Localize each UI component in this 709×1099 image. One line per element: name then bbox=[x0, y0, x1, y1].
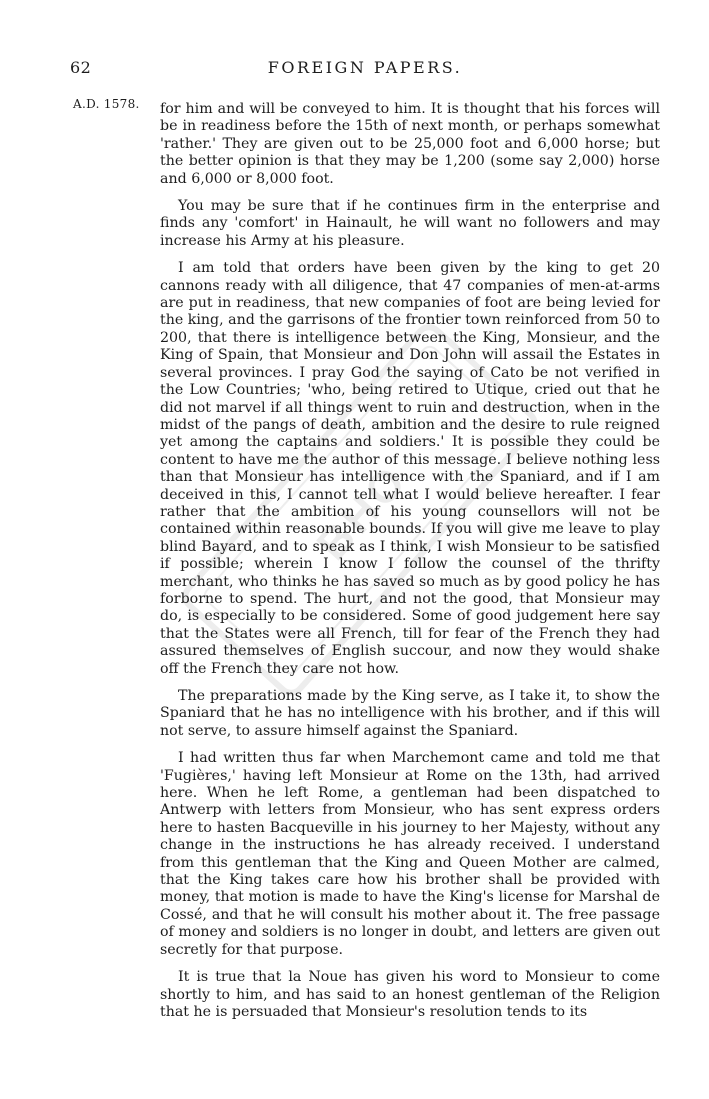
page-number: 62 bbox=[70, 58, 92, 77]
paragraph-4: The preparations made by the King serve, as I take it, to show the Spaniard that he has no intelligence with his brother, and if this will not serve, to assure himself against the Spaniard. bbox=[160, 688, 660, 739]
paragraph-2: You may be sure that if he continues firm in the enterprise and finds any 'comfort' in Hainault, he will want no followers and may increase his Army at his pleasure. bbox=[160, 198, 660, 249]
margin-date: A.D. 1578. bbox=[73, 97, 140, 111]
paragraph-6: It is true that la Noue has given his word to Monsieur to come shortly to him, and has said to an honest gentleman of the Religion that he is persuaded that Monsieur's resolution tends to its bbox=[160, 969, 660, 1020]
paragraph-1: for him and will be conveyed to him. It is thought that his forces will be in readiness before the 15th of next month, or perhaps somewhat 'rather.' They are given out to be 25,000 foot and 6,000 horse; but the better opinion is that they may be 1,200 (some say 2,000) horse and 6,000 or 8,000 foot. bbox=[160, 101, 660, 187]
paragraph-3: I am told that orders have been given by the king to get 20 cannons ready with all diligence, that 47 companies of men-at-arms are put in readiness, that new companies of foot are being levied for the king, and the garrisons of the frontier town reinforced from 50 to 200, that there is intelligence between the King, Monsieur, and the King of Spain, that Monsieur and Don John will assail the Estates in several provinces. I pray God the saying of Cato be not verified in the Low Countries; 'who, being retired to Utique, cried out that he did not marvel if all things went to ruin and destruction, when in the midst of the pangs of death, ambition and the desire to rule reigned yet among the captains and soldiers.' It is possible they could be content to have me the author of this message. I believe nothing less than that Monsieur has intelligence with the Spaniard, and if I am deceived in this, I cannot tell what I would believe hereafter. I fear rather that the ambition of his young counsellors will not be contained within reasonable bounds. If you will give me leave to play blind Bayard, and to speak as I think, I wish Monsieur to be satisfied if possible; wherein I know I follow the counsel of the thrifty merchant, who thinks he has saved so much as by good policy he has forborne to spend. The hurt, and not the good, that Monsieur may do, is especially to be considered. Some of good judgement here say that the States were all French, till for fear of the French they had assured themselves of English succour, and now they would shake off the French they care not how. bbox=[160, 260, 660, 677]
page-header bbox=[70, 58, 660, 82]
running-title: FOREIGN PAPERS. bbox=[267, 58, 463, 77]
paragraph-5: I had written thus far when Marchemont came and told me that 'Fugières,' having left Monsieur at Rome on the 13th, had arrived here. When he left Rome, a gentleman had been dispatched to Antwerp with letters from Monsieur, who has sent express orders here to hasten Bacqueville in his journey to her Majesty, without any change in the instructions he has already received. I understand from this gentleman that the King and Queen Mother are calmed, that the King takes care how his brother shall be provided with money, that motion is made to have the King's license for Marshal de Cossé, and that he will consult his mother about it. The free passage of money and soldiers is no longer in doubt, and letters are given out secretly for that purpose. bbox=[160, 750, 660, 958]
body-text bbox=[160, 101, 660, 1031]
svg-text:BHO: BHO bbox=[307, 455, 418, 570]
